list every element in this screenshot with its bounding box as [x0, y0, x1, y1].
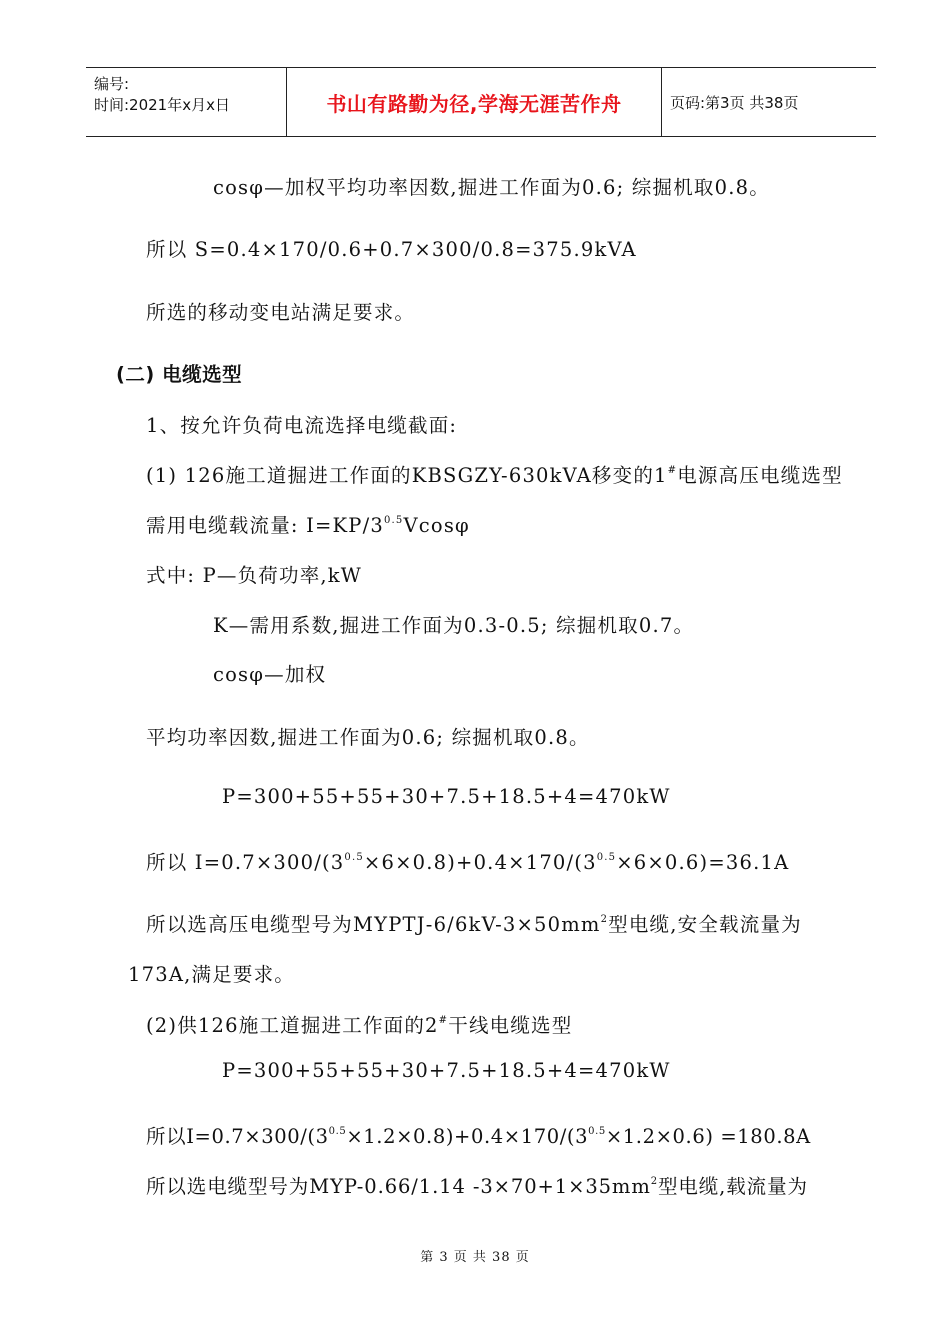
text-segment: ×1.2×0.6) =180.8A [605, 1125, 811, 1148]
text-line: 所以 S=0.4×170/0.6+0.7×300/0.8=375.9kVA [146, 238, 637, 261]
superscript: 0.5 [344, 852, 364, 863]
document-number-label: 编号: [94, 75, 130, 93]
text-line [146, 1010, 572, 1038]
text-segment: ×1.2×0.8)+0.4×170/(3 [346, 1125, 589, 1148]
text-segment: ×6×0.6)=36.1A [616, 851, 790, 874]
text-line [146, 1171, 808, 1199]
text-line: cosφ—加权平均功率因数,掘进工作面为0.6; 综掘机取0.8。 [213, 176, 770, 199]
text-segment: ×6×0.8)+0.4×170/(3 [363, 851, 597, 874]
superscript: 0.5 [328, 1126, 347, 1137]
text-segment: 所以选高压电缆型号为MYPTJ-6/6kV-3×50mm [146, 913, 601, 936]
header-motto: 书山有路勤为径,学海无涯苦作舟 [286, 68, 662, 136]
text-line: 平均功率因数,掘进工作面为0.6; 综掘机取0.8。 [146, 726, 590, 749]
text-segment: 型电缆,载流量为 [657, 1175, 808, 1198]
text-segment: 型电缆,安全载流量为 [608, 913, 802, 936]
text-segment: 所以 I=0.7×300/(3 [146, 851, 345, 874]
superscript: 2 [600, 914, 609, 925]
text-line: 式中: P—负荷功率,kW [146, 564, 363, 587]
text-line: 173A,满足要求。 [128, 963, 296, 986]
document-time-label: 时间:2021年x月x日 [94, 96, 230, 114]
text-line: 1、按允许负荷电流选择电缆截面: [146, 414, 458, 437]
text-line [146, 847, 789, 875]
text-segment: 需用电缆载流量: I=KP/3 [146, 514, 384, 537]
page-footer: 第 3 页 共 38 页 [420, 1250, 530, 1265]
text-segment: (1) 126施工道掘进工作面的KBSGZY-630kVA移变的1 [146, 464, 668, 487]
text-segment: 干线电缆选型 [448, 1014, 573, 1037]
text-segment: 所以I=0.7×300/(3 [146, 1125, 329, 1148]
text-line: cosφ—加权 [213, 663, 327, 686]
text-line: P=300+55+55+30+7.5+18.5+4=470kW [222, 785, 671, 808]
section-heading: (二) 电缆选型 [116, 363, 243, 386]
text-segment: (2)供126施工道掘进工作面的2 [146, 1014, 439, 1037]
text-line [146, 1121, 811, 1149]
superscript: # [438, 1015, 449, 1026]
text-line: 所选的移动变电站满足要求。 [146, 301, 416, 324]
header-meta [86, 68, 286, 136]
page-header [86, 67, 876, 137]
text-segment: 所以选电缆型号为MYP-0.66/1.14 -3×70+1×35mm [146, 1175, 651, 1198]
text-line [146, 510, 470, 538]
text-segment: 电源高压电缆选型 [677, 464, 843, 487]
superscript: # [667, 465, 678, 476]
text-line [146, 460, 843, 488]
superscript: 2 [650, 1176, 658, 1187]
text-line: K—需用系数,掘进工作面为0.3-0.5; 综掘机取0.7。 [213, 614, 695, 637]
text-line [146, 909, 802, 937]
text-line: P=300+55+55+30+7.5+18.5+4=470kW [222, 1059, 671, 1082]
superscript: 0.5 [596, 852, 617, 863]
header-page-number: 页码:第3页 共38页 [670, 93, 799, 112]
superscript: 0.5 [383, 515, 404, 526]
superscript: 0.5 [588, 1126, 606, 1137]
text-segment: Vcosφ [403, 514, 470, 537]
